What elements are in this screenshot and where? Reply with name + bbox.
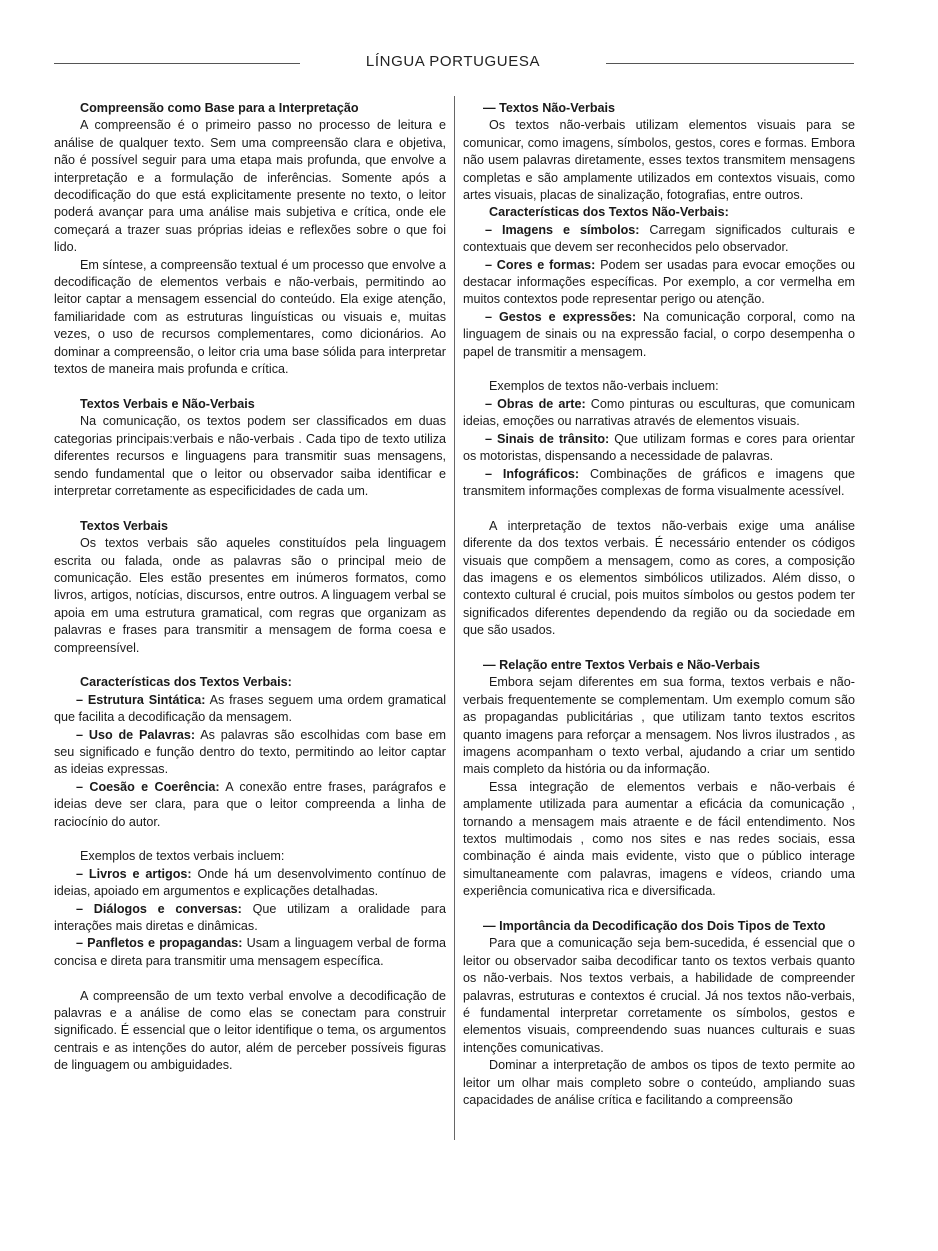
list-item	[54, 866, 446, 901]
item-label: – Estrutura Sintática:	[76, 692, 206, 707]
header-rule-right	[606, 63, 854, 64]
list-item	[463, 309, 855, 361]
paragraph: A compreensão é o primeiro passo no processo de leitura e análise de qualquer texto. Sem uma compreensão clara e objetiva, não é possível seguir para uma etapa mais profunda, que envolve a interpretação e a formulação de inferências. Somente após a decodificação do que está explicitamente presente no texto, o leitor poderá avançar para uma análise mais subjetiva e crítica, onde ele começará a trazer suas próprias ideias e reflexões sobre o que foi lido.	[54, 118, 446, 255]
section-heading: Características dos Textos Não-Verbais:	[489, 205, 729, 220]
column-divider	[454, 96, 455, 1140]
item-text: Que utilizam a oralidade para interações mais diretas e dinâmicas.	[54, 901, 446, 934]
paragraph: A compreensão de um texto verbal envolve a decodificação de palavras e a análise de como elas se conectam para construir significado. É essencial que o leitor identifique o tema, os argumentos centrais e as intenções do autor, além de perceber possíveis figuras de linguagem ou ambiguidades.	[54, 988, 446, 1073]
list-item	[463, 396, 855, 431]
list-item	[54, 727, 446, 779]
paragraph: Para que a comunicação seja bem-sucedida, é essencial que o leitor ou observador saiba decodificar tanto os textos verbais quanto os não-verbais. Nos textos verbais, a habilidade de compreender palavras, estruturas e contextos é crucial. Já nos textos não-verbais, é fundamental interpretar corretamente os símbolos, gestos e elementos visuais, compreendendo suas nuances culturais e suas intenções comunicativas.	[463, 936, 855, 1055]
item-label: – Diálogos e conversas:	[76, 901, 242, 916]
list-item	[463, 431, 855, 466]
list-item	[463, 257, 855, 309]
section-heading: — Relação entre Textos Verbais e Não-Verbais	[483, 657, 760, 672]
page-header	[0, 44, 938, 84]
item-text: A conexão entre frases, parágrafos e ideias deve ser clara, para que o leitor compreenda a linha de raciocínio do autor.	[54, 779, 447, 829]
item-text: Podem ser usadas para evocar emoções ou destacar informações específicas. Por exemplo, a cor vermelha em muitos contextos pode representar perigo ou atenção.	[463, 257, 856, 307]
section-heading: Textos Verbais e Não-Verbais	[80, 396, 255, 411]
paragraph: Dominar a interpretação de ambos os tipos de texto permite ao leitor um olhar mais completo sobre o conteúdo, ampliando suas capacidades de análise crítica e facilitando a compreensão	[463, 1058, 855, 1108]
item-text: Que utilizam formas e cores para orientar os motoristas, dispensando a necessidade de palavras.	[463, 431, 855, 464]
list-item	[54, 935, 446, 970]
item-label: – Imagens e símbolos:	[485, 222, 640, 237]
list-item	[54, 779, 446, 831]
paragraph: Embora sejam diferentes em sua forma, textos verbais e não-verbais frequentemente se complementam. Um exemplo comum são as propagandas publicitárias , que utilizam tanto textos escritos quanto imagens para reforçar a mensagem. Nos livros ilustrados , as imagens acompanham o texto verbal, ajudando a criar um sentido mais completo da história ou da informação.	[463, 675, 855, 777]
paragraph: Os textos não-verbais utilizam elementos visuais para se comunicar, como imagens, símbolos, gestos, cores e formas. Embora não usem palavras diretamente, esses textos transmitem mensagens completas e são amplamente utilizados em contextos visuais, como artes visuais, placas de sinalização, fotografias, entre outros.	[463, 118, 855, 203]
list-item	[54, 692, 446, 727]
item-text: Combinações de gráficos e imagens que transmitem informações complexas de forma visualmente acessível.	[463, 466, 855, 498]
item-text: Usam a linguagem verbal de forma concisa e direta para transmitir uma mensagem específica.	[54, 936, 446, 968]
paragraph: Os textos verbais são aqueles constituídos pela linguagem escrita ou falada, onde as palavras são o principal meio de comunicação. Eles estão presentes em inúmeros formatos, como livros, artigos, notícias, discursos, entre outros. A linguagem verbal se apoia em uma estrutura gramatical, com regras que organizam as palavras e frases para transmitir a mensagem de forma coesa e compreensível.	[54, 536, 446, 655]
item-text: As palavras são escolhidas com base em seu significado e função dentro do texto, permitindo ao leitor captar as ideias expressas.	[54, 727, 446, 777]
section-heading: Textos Verbais	[80, 518, 168, 533]
section-heading: — Textos Não-Verbais	[483, 101, 616, 115]
section-heading: — Importância da Decodificação dos Dois Tipos de Texto	[483, 919, 826, 934]
list-intro: Exemplos de textos verbais incluem:	[80, 849, 285, 864]
right-column	[463, 100, 855, 1110]
item-text: Na comunicação corporal, como na linguagem de sinais ou na expressão facial, o corpo desempenha o papel de transmitir a mensagem.	[463, 309, 855, 359]
item-label: – Uso de Palavras:	[76, 727, 196, 742]
item-text: As frases seguem uma ordem gramatical que facilita a decodificação da mensagem.	[54, 692, 446, 725]
section-heading: Características dos Textos Verbais:	[80, 675, 292, 690]
item-label: – Sinais de trânsito:	[485, 431, 610, 446]
item-text: Carregam significados culturais e contextuais que devem ser reconhecidos pelo observador.	[463, 222, 856, 255]
item-label: – Infográficos:	[485, 466, 580, 481]
paragraph: Em síntese, a compreensão textual é um processo que envolve a decodificação de elementos verbais e não-verbais, permitindo ao leitor captar a mensagem essencial do conteúdo. Ela exige atenção, familiaridade com as estruturas linguísticas ou visuais e, muitas vezes, o uso de recursos complementares, como dicionários. Ao dominar a compreensão, o leitor cria uma base sólida para interpretar textos de maneira mais profunda e crítica.	[54, 257, 446, 377]
item-label: – Panfletos e propagandas:	[76, 936, 243, 951]
item-text: Como pinturas ou esculturas, que comunicam ideias, emoções ou narrativas através de elementos visuais.	[463, 396, 855, 429]
item-text: Onde há um desenvolvimento contínuo de ideias, apoiado em argumentos e explicações detalhadas.	[54, 866, 446, 899]
list-item	[463, 466, 855, 501]
list-item	[463, 222, 855, 257]
paragraph: Na comunicação, os textos podem ser classificados em duas categorias principais:verbais e não-verbais . Cada tipo de texto utiliza diferentes recursos e linguagens para transmitir suas mensagens, sendo fundamental que o leitor ou observador saiba identificar e interpretar corretamente as especificidades de cada um.	[54, 414, 446, 498]
page-title: LÍNGUA PORTUGUESA	[365, 53, 541, 70]
section-heading: Compreensão como Base para a Interpretação	[80, 101, 359, 115]
paragraph: A interpretação de textos não-verbais exige uma análise diferente da dos textos verbais. É necessário entender os códigos visuais que compõem a mensagem, como as cores, a composição das imagens e os elementos simbólicos utilizados. Além disso, o contexto cultural é crucial, pois muitos símbolos ou gestos podem ter significados diferentes dependendo da região ou da sociedade em que são usados.	[463, 518, 855, 638]
paragraph: Essa integração de elementos verbais e não-verbais é amplamente utilizada para aumentar a eficácia da comunicação , tornando a mensagem mais atraente e de fácil entendimento. Nos textos multimodais , como nos sites e nas redes sociais, essa combinação é ainda mais evidente, visto que o público interage simultaneamente com palavras, imagens e vídeos, criando uma experiência comunicativa rica e diversificada.	[463, 779, 855, 899]
header-rule-left	[54, 63, 300, 64]
item-label: – Obras de arte:	[485, 396, 586, 411]
left-column	[54, 100, 446, 1075]
item-label: – Gestos e expressões:	[485, 309, 637, 324]
item-label: – Livros e artigos:	[76, 866, 192, 881]
item-label: – Cores e formas:	[485, 257, 596, 272]
list-intro: Exemplos de textos não-verbais incluem:	[489, 379, 719, 394]
list-item	[54, 901, 446, 936]
item-label: – Coesão e Coerência:	[76, 779, 220, 794]
